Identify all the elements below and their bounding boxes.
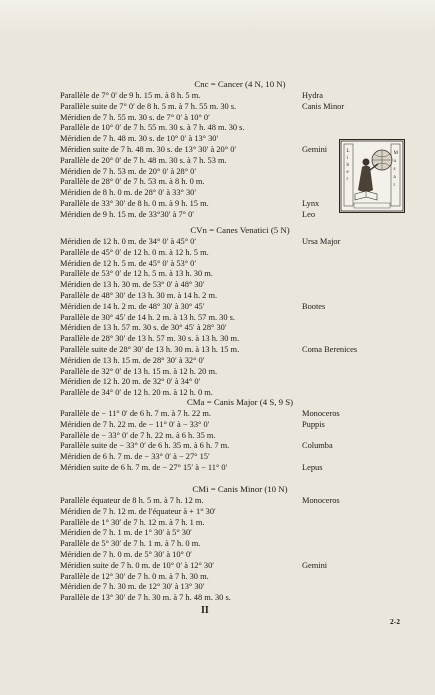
boundary-text: Parallèle de − 33° 0′ de 7 h. 22 m. à 6 h. 35 m.	[60, 430, 216, 440]
boundary-line	[60, 259, 420, 270]
boundary-text: Méridien de 7 h. 55 m. 30 s. de 7° 0′ à 10° 0′	[60, 112, 210, 122]
boundary-text: Parallèle suite de 7° 0′ de 8 h. 5 m. à 7 h. 55 m. 30 s.	[60, 101, 237, 111]
boundary-text: Parallèle de 20° 0′ de 7 h. 48 m. 30 s. à 7 h. 53 m.	[60, 155, 227, 165]
boundary-text: Parallèle de 30° 45′ de 14 h. 2 m. à 13 h. 57 m. 30 s.	[60, 312, 235, 322]
boundary-line	[60, 377, 420, 388]
neighbor-constellation: Hydra	[302, 91, 323, 100]
boundary-text: Parallèle de 5° 30′ de 7 h. 1 m. à 7 h. 0 m.	[60, 539, 201, 549]
boundary-text: Méridien de 7 h. 1 m. de 1° 30′ à 5° 30′	[60, 528, 193, 538]
boundary-text: Méridien de 13 h. 15 m. de 28° 30′ à 32° 0′	[60, 355, 205, 365]
boundary-line	[60, 345, 420, 356]
neighbor-constellation: Columba	[302, 441, 333, 451]
boundary-text: Parallèle de 34° 0′ de 12 h. 20 m. à 12 h. 0 m.	[60, 388, 213, 398]
neighbor-constellation: Canis Minor	[302, 101, 345, 111]
neighbor-constellation: Bootes	[302, 301, 326, 311]
boundary-line	[60, 291, 420, 302]
neighbor-constellation: Gemini	[302, 560, 328, 570]
svg-text:s: s	[393, 167, 396, 172]
boundary-text: Méridien suite de 6 h. 7 m. de − 27° 15′ à − 11° 0′	[60, 462, 228, 472]
boundary-line	[60, 323, 420, 334]
boundary-text: Parallèle de 28° 0′ de 7 h. 53 m. à 8 h. 0 m.	[60, 177, 205, 187]
neighbor-constellation: Gemini	[302, 144, 328, 154]
svg-text:e: e	[346, 170, 349, 175]
boundary-line	[60, 302, 420, 313]
signature-mark: 2-2	[390, 617, 400, 626]
neighbor-constellation: Coma Berenices	[302, 344, 358, 354]
boundary-line	[60, 356, 420, 367]
boundary-text: Parallèle de − 11° 0′ de 6 h. 7 m. à 7 h. 22 m.	[60, 409, 212, 418]
section-canes-venatici	[60, 223, 420, 399]
boundary-line	[60, 280, 420, 291]
boundary-text: Parallèle de 13° 30′ de 7 h. 30 m. à 7 h. 48 m. 30 s.	[60, 593, 231, 603]
page-number: II	[201, 605, 209, 616]
boundary-line	[60, 539, 420, 550]
boundary-line	[60, 237, 420, 248]
section-canis-minor	[60, 482, 420, 604]
neighbor-constellation: Lepus	[302, 462, 323, 472]
boundary-line	[60, 123, 420, 134]
neighbor-constellation: Monoceros	[302, 409, 340, 418]
svg-text:r: r	[346, 177, 349, 182]
boundary-text: Parallèle de 53° 0′ de 12 h. 5 m. à 13 h. 30 m.	[60, 269, 213, 279]
boundary-text: Parallèle de 28° 30′ de 13 h. 57 m. 30 s. à 13 h. 30 m.	[60, 334, 240, 344]
boundary-line	[60, 91, 420, 102]
boundary-text: Méridien de 8 h. 0 m. de 28° 0′ à 33° 30′	[60, 188, 197, 198]
neighbor-constellation: Ursa Major	[302, 237, 341, 246]
boundary-text: Méridien suite de 7 h. 0 m. de 10° 0′ à 12° 30′	[60, 560, 215, 570]
boundary-text: Méridien de 13 h. 30 m. de 53° 0′ à 48° 30′	[60, 280, 205, 290]
boundary-text: Méridien de 7 h. 48 m. 30 s. de 10° 0′ à 13° 30′	[60, 134, 219, 144]
boundary-line	[60, 334, 420, 345]
boundary-text: Parallèle de 1° 30′ de 7 h. 12 m. à 7 h. 1 m.	[60, 517, 205, 527]
boundary-text: Méridien de 7 h. 53 m. de 20° 0′ à 28° 0′	[60, 166, 197, 176]
boundary-line	[60, 102, 420, 113]
boundary-text: Parallèle de 45° 0′ de 12 h. 0 m. à 12 h. 5 m.	[60, 247, 209, 257]
neighbor-constellation: Monoceros	[302, 496, 340, 505]
svg-text:M: M	[393, 151, 398, 156]
boundary-line	[60, 561, 420, 572]
boundary-line	[60, 113, 420, 124]
boundary-line	[60, 550, 420, 561]
boundary-line	[60, 269, 420, 280]
boundary-line	[60, 248, 420, 259]
boundary-line	[60, 431, 420, 442]
section-heading: Cnc = Cancer (4 N, 10 N)	[194, 79, 286, 89]
boundary-text: Méridien de 7 h. 22 m. de − 11° 0′ à − 33° 0′	[60, 419, 210, 429]
boundary-line	[60, 496, 420, 507]
boundary-text: Parallèle de 32° 0′ de 13 h. 15 m. à 12 h. 20 m.	[60, 366, 218, 376]
boundary-text: Parallèle suite de 28° 30′ de 13 h. 30 m. à 13 h. 15 m.	[60, 344, 240, 354]
svg-text:u: u	[393, 159, 396, 164]
neighbor-constellation: Lynx	[302, 198, 320, 208]
boundary-line	[60, 463, 420, 474]
boundary-text: Méridien de 7 h. 30 m. de 12° 30′ à 13° 30′	[60, 582, 205, 592]
boundary-text: Parallèle de 48° 30′ de 13 h. 30 m. à 14 h. 2 m.	[60, 290, 218, 300]
boundary-line	[60, 582, 420, 593]
boundary-line	[60, 452, 420, 463]
boundary-text: Méridien de 12 h. 5 m. de 45° 0′ à 53° 0′	[60, 258, 197, 268]
boundary-line	[60, 593, 420, 604]
boundary-text: Méridien de 12 h. 0 m. de 34° 0′ à 45° 0′	[60, 237, 197, 246]
boundary-text: Méridien de 14 h. 2 m. de 48° 30′ à 30° 45′	[60, 301, 205, 311]
boundary-line	[60, 420, 420, 431]
boundary-line	[60, 572, 420, 583]
boundary-text: Parallèle de 10° 0′ de 7 h. 55 m. 30 s. à 7 h. 48 m. 30 s.	[60, 123, 245, 133]
boundary-text: Parallèle de 33° 30′ de 8 h. 0 m. à 9 h. 15 m.	[60, 198, 209, 208]
neighbor-constellation: Puppis	[302, 419, 325, 429]
boundary-text: Méridien de 12 h. 20 m. de 32° 0′ à 34° 0′	[60, 377, 201, 387]
section-heading: CMi = Canis Minor (10 N)	[192, 484, 288, 494]
svg-text:a: a	[393, 175, 396, 180]
svg-text:b: b	[346, 163, 349, 168]
neighbor-constellation: Leo	[302, 209, 316, 219]
boundary-text: Méridien suite de 7 h. 48 m. 30 s. de 13° 30′ à 20° 0′	[60, 144, 237, 154]
boundary-text: Méridien de 6 h. 7 m. de − 33° 0′ à − 27° 15′	[60, 452, 210, 462]
boundary-line	[60, 507, 420, 518]
boundary-text: Méridien de 7 h. 12 m. de l'équateur à + 1° 30′	[60, 506, 216, 516]
boundary-text: Méridien de 7 h. 0 m. de 5° 30′ à 10° 0′	[60, 549, 193, 559]
printer-mark-icon	[340, 140, 404, 212]
boundary-text: Parallèle suite de − 33° 0′ de 6 h. 35 m. à 6 h. 7 m.	[60, 441, 230, 451]
svg-text:L: L	[346, 149, 350, 154]
boundary-text: Parallèle équateur de 8 h. 5 m. à 7 h. 12 m.	[60, 496, 204, 505]
boundary-line	[60, 367, 420, 378]
svg-text:r: r	[393, 183, 396, 188]
boundary-text: Parallèle de 12° 30′ de 7 h. 0 m. à 7 h. 30 m.	[60, 571, 209, 581]
boundary-line	[60, 518, 420, 529]
svg-text:i: i	[346, 156, 348, 161]
boundary-line	[60, 409, 420, 420]
boundary-text: Méridien de 13 h. 57 m. 30 s. de 30° 45′ à 28° 30′	[60, 323, 227, 333]
section-canis-major	[60, 395, 420, 474]
boundary-text: Parallèle de 7° 0′ de 9 h. 15 m. à 8 h. 5 m.	[60, 91, 201, 100]
boundary-line	[60, 313, 420, 324]
boundary-line	[60, 441, 420, 452]
printer-mark-vignette	[339, 139, 405, 213]
section-heading: CMa = Canis Major (4 S, 9 S)	[186, 397, 294, 407]
boundary-line	[60, 528, 420, 539]
boundary-text: Méridien de 9 h. 15 m. de 33°30′ à 7° 0′	[60, 209, 195, 219]
scan-top-edge	[0, 0, 435, 34]
section-heading: CVn = Canes Venatici (5 N)	[190, 225, 290, 235]
